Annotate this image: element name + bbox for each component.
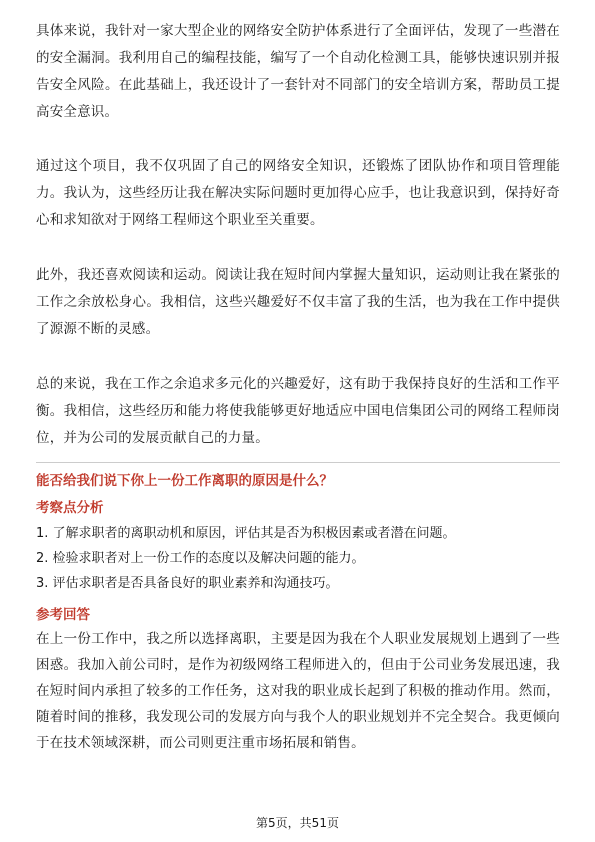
page-footer: 第5页，共51页 xyxy=(256,816,339,830)
body-paragraph-1: 具体来说，我针对一家大型企业的网络安全防护体系进行了全面评估，发现了一些潜在的安全漏洞。我利用自己的编程技能，编写了一个自动化检测工具，能够快速识别并报告安全风险。在此基础上，我还设计了一套针对不同部门的安全培训方案，帮助员工提高安全意识。 xyxy=(36,23,560,120)
analysis-item-1: 1. 了解求职者的离职动机和原因，评估其是否为积极因素或者潜在问题。 xyxy=(36,526,456,541)
document-page xyxy=(36,18,560,756)
analysis-item-2: 2. 检验求职者对上一份工作的态度以及解决问题的能力。 xyxy=(36,551,365,566)
interview-question: 能否给我们说下你上一份工作离职的原因是什么？ xyxy=(36,473,333,489)
body-paragraph-2: 通过这个项目，我不仅巩固了自己的网络安全知识，还锻炼了团队协作和项目管理能力。我认为，这些经历让我在解决实际问题时更加得心应手，也让我意识到，保持好奇心和求知欲对于网络工程师这个职业至关重要。 xyxy=(36,158,560,228)
reference-answer: 在上一份工作中，我之所以选择离职，主要是因为我在个人职业发展规划上遇到了一些困惑。我加入前公司时，是作为初级网络工程师进入的，但由于公司业务发展迅速，我在短时间内承担了较多的工作任务，这对我的职业成长起到了积极的推动作用。然而，随着时间的推移，我发现公司的发展方向与我个人的职业规划并不完全契合。我更倾向于在技术领域深耕，而公司则更注重市场拓展和销售。 xyxy=(36,631,560,751)
analysis-heading: 考察点分析 xyxy=(36,500,104,516)
reference-heading: 参考回答 xyxy=(36,607,90,623)
section-divider xyxy=(36,462,560,463)
analysis-item-3: 3. 评估求职者是否具备良好的职业素养和沟通技巧。 xyxy=(36,576,339,591)
body-paragraph-3: 此外，我还喜欢阅读和运动。阅读让我在短时间内掌握大量知识，运动则让我在紧张的工作之余放松身心。我相信，这些兴趣爱好不仅丰富了我的生活，也为我在工作中提供了源源不断的灵感。 xyxy=(36,267,560,337)
analysis-list xyxy=(36,521,560,596)
body-paragraph-4: 总的来说，我在工作之余追求多元化的兴趣爱好，这有助于我保持良好的生活和工作平衡。我相信，这些经历和能力将使我能够更好地适应中国电信集团公司的网络工程师岗位，并为公司的发展贡献自己的力量。 xyxy=(36,376,560,446)
